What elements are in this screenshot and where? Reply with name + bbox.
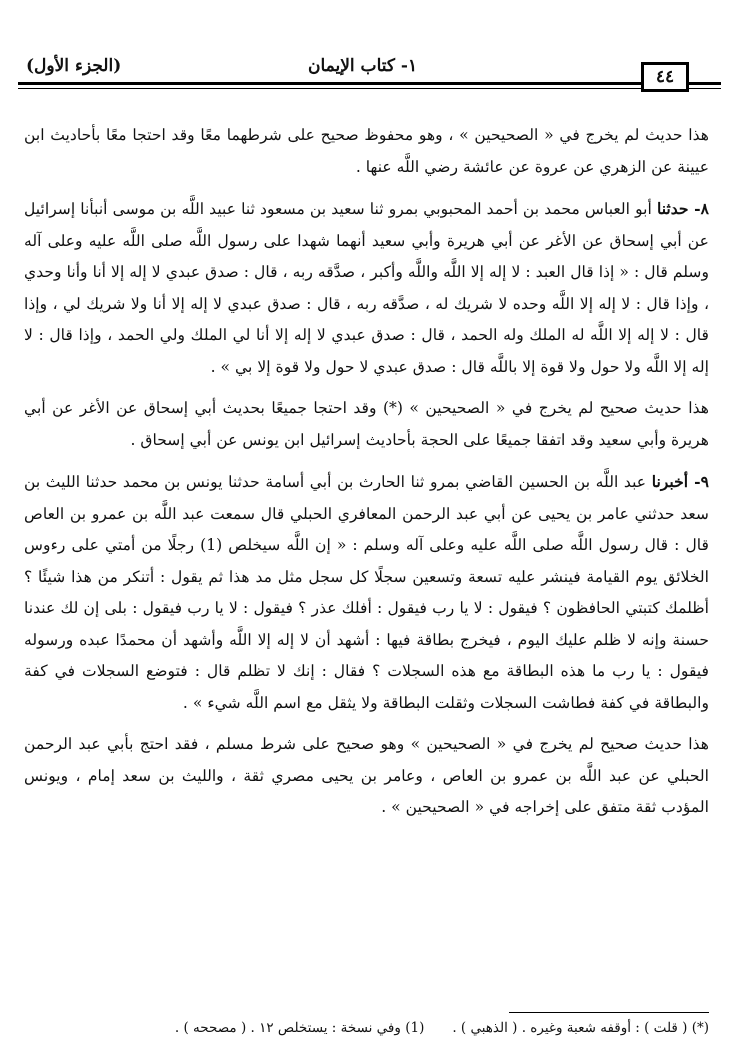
hadith-number: ٩- أخبرنا [651, 472, 709, 491]
volume-label: (الجزء الأول) [26, 56, 122, 76]
paragraph-text: هذا حديث صحيح لم يخرج في « الصحيحين » (*) وقد احتجا جميعًا بحديث أبي إسحاق عن الأغر عن أبي هريرة وأبي سعيد وقد اتفقا جميعًا على الحجة بأحاديث إسرائيل ابن يونس عن أبي إسحاق . [24, 399, 709, 449]
footnotes [24, 1016, 709, 1040]
paragraph-text: هذا حديث لم يخرج في « الصحيحين » ، وهو محفوظ صحيح على شرطهما معًا وقد احتجا معًا بأحاديث ابن عيينة عن الزهري عن عروة عن عائشة رضي اللَّه عنها . [24, 126, 709, 176]
paragraph-text: هذا حديث صحيح لم يخرج في « الصحيحين » وهو صحيح على شرط مسلم ، فقد احتج بأبي عبد الرحمن الحبلي عن عبد اللَّه بن عمرو بن العاص ، وعامر بن يحيى مصري ثقة ، والليث بن سعد إمام ، ويونس المؤدب ثقة متفق على إخراجه في « الصحيحين » . [24, 735, 709, 816]
chapter-title: ١- كتاب الإيمان [308, 56, 418, 76]
paragraph-text: عبد اللَّه بن الحسين القاضي بمرو ثنا الحارث بن أبي أسامة حدثنا يونس بن محمد حدثنا الليث بن سعد حدثني عامر بن يحيى عن أبي عبد الرحمن المعافري الحبلي قال سمعت عبد اللَّه بن عمرو بن العاص قال : قال رسول اللَّه صلى اللَّه عليه وعلى آله وسلم : « إن اللَّه سيخلص (1) رجلًا من أمتي على رءوس الخلائق يوم القيامة فينشر عليه تسعة وتسعين سجلًا كل سجل مثل مد هذا ثم يقول : أتنكر من هذا شيئًا ؟ أظلمك كتبتي الحافظون ؟ فيقول : لا يا رب فيقول : أفلك عذر ؟ فيقول : لا يا رب فيقول : بلى إن لك عندنا حسنة وإنه لا ظلم عليك اليوم ، فيخرج بطاقة فيها : أشهد أن لا إله إلا اللَّه وأشهد أن محمدًا عبده ورسوله فيقول : يا رب ما هذه البطاقة مع هذه السجلات ؟ فقال : إنك لا تظلم قال : فتوضع السجلات في كفة والبطاقة في كفة فطاشت السجلات وثقلت البطاقة ولا يثقل مع اسم اللَّه شيء » . [24, 473, 710, 712]
paragraph-1 [24, 120, 709, 183]
paragraph-4 [24, 466, 709, 719]
paragraph-5 [24, 729, 709, 824]
footnote-1: (*) ( قلت ) : أوقفه شعبة وغيره . ( الذهبي ) . [452, 1020, 709, 1036]
footnote-rule [509, 1012, 709, 1013]
header-rule [18, 82, 721, 85]
paragraph-text: أبو العباس محمد بن أحمد المحبوبي بمرو ثنا سعيد بن مسعود ثنا عبيد اللَّه بن موسى أنبأنا إسرائيل عن أبي إسحاق عن الأغر عن أبي هريرة وأبي سعيد أنهما شهدا على رسول اللَّه صلى اللَّه عليه وعلى آله وسلم قال : « إذا قال العبد : لا إله إلا اللَّه واللَّه وأكبر ، صدَّقه ربه ، قال : صدق عبدي لا إله إلا أنا وأنا وحدي ، وإذا قال : لا إله إلا اللَّه وحده لا شريك له ، صدَّقه ربه ، قال : صدق عبدي لا إله إلا أنا ولا شريك لي ، وإذا قال : لا إله إلا اللَّه له الملك وله الحمد ، قال : صدق عبدي لا إله إلا أنا لي الملك ولي الحمد ، وإذا قال : لا إله إلا اللَّه ولا حول ولا قوة إلا باللَّه قال : صدق عبدي لا حول ولا قوة إلا بي » . [24, 200, 709, 376]
paragraph-3 [24, 393, 709, 456]
page-number: ٤٤ [641, 62, 689, 92]
header-rule-thin [18, 88, 721, 89]
footnote-2: (1) وفي نسخة : يستخلص ١٢ . ( مصححه ) . [174, 1020, 425, 1036]
paragraph-2 [24, 193, 709, 383]
hadith-number: ٨- حدثنا [656, 199, 709, 218]
page-header [18, 56, 721, 96]
page-body [24, 120, 709, 824]
